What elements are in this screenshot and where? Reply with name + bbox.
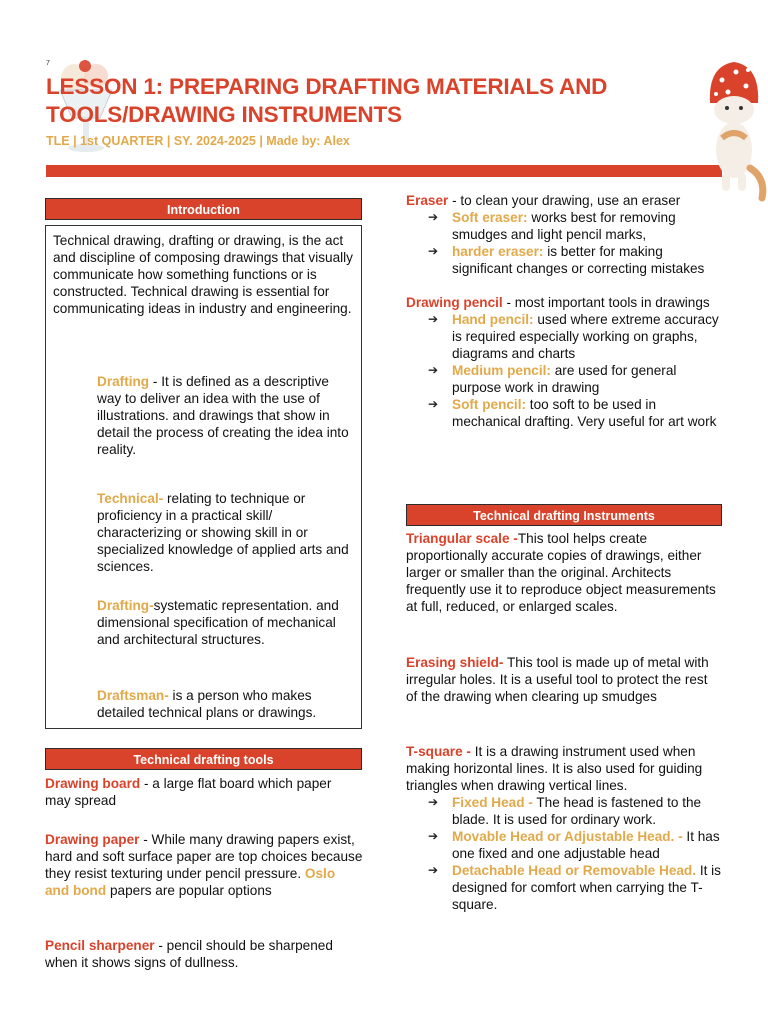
definition-term: Technical- (97, 491, 164, 506)
list-item (406, 243, 726, 277)
item-term: Medium pencil: (452, 363, 551, 378)
definition-term: Drafting (97, 374, 150, 389)
item-term: Detachable Head or Removable Head. (452, 863, 697, 878)
item-text: works best for removing smudges and light pencil marks, (452, 210, 676, 242)
definition-text: - It is defined as a descriptive way to deliver an idea with the use of illustrations. and drawings that show in detail the process of creating the idea into reality. (97, 374, 349, 457)
triangular-scale-entry (406, 530, 724, 615)
item-term: Soft pencil: (452, 397, 527, 412)
list-item (406, 828, 726, 862)
list-item (406, 311, 726, 362)
t-square-entry (406, 743, 726, 794)
definition-text: is a person who makes detailed technical plans or drawings. (97, 688, 317, 720)
title-line-2: TOOLS/DRAWING INSTRUMENTS (46, 102, 402, 127)
entry-text: This tool helps create proportionally accurate copies of drawings, either larger or smaller than the original. Architects frequently use it to reproduce object measurements at full, reduced, or enlarged scales. (406, 531, 716, 614)
arrow-icon: ➔ (428, 244, 439, 258)
title-line-1: LESSON 1: PREPARING DRAFTING MATERIALS AND (46, 74, 608, 99)
arrow-icon: ➔ (428, 312, 439, 326)
definition-drafting (97, 373, 352, 458)
entry-text: - pencil should be sharpened when it shows signs of dullness. (45, 938, 333, 970)
drawing-paper-entry (45, 831, 363, 899)
pencil-sharpener-entry (45, 937, 363, 971)
item-term: Movable Head or Adjustable Head. - (452, 829, 683, 844)
list-item (406, 862, 726, 913)
definition-term: Drafting- (97, 598, 154, 613)
strawberry-cat-sticker (700, 58, 768, 208)
technical-drafting-instruments-heading: Technical drafting Instruments (406, 504, 722, 526)
item-term: Hand pencil: (452, 312, 534, 327)
pencil-list (406, 311, 726, 430)
entry-text-secondary: papers are popular options (106, 883, 272, 898)
entry-term: Triangular scale - (406, 531, 518, 546)
entry-text: This tool is made up of metal with irregular holes. It is a useful tool to protect the rest of the drawing when clearing up smudges (406, 655, 709, 704)
item-text: It is designed for comfort when carrying the T-square. (452, 863, 721, 912)
drawing-board-entry (45, 775, 345, 809)
definition-text: relating to technique or proficiency in a practical skill/ characterizing or showing skill in or specialized knowledge of applied arts and sciences. (97, 491, 349, 574)
item-term: harder eraser: (452, 244, 544, 259)
entry-text: - most important tools in drawings (502, 295, 710, 310)
entry-text: - to clean your drawing, use an eraser (448, 193, 681, 208)
arrow-icon: ➔ (428, 210, 439, 224)
entry-term: T-square - (406, 744, 471, 759)
definition-drafting-2 (97, 597, 355, 648)
entry-term: Drawing pencil (406, 295, 503, 310)
list-item (406, 209, 726, 243)
list-item (406, 794, 726, 828)
arrow-icon: ➔ (428, 795, 439, 809)
page-subtitle: TLE | 1st QUARTER | SY. 2024-2025 | Made by: Alex (46, 134, 350, 148)
entry-text: - While many drawing papers exist, hard and soft surface paper are top choices because they resist texturing under pencil pressure. (45, 832, 363, 881)
item-text: are used for general purpose work in drawing (452, 363, 677, 395)
entry-term: Eraser (406, 193, 449, 208)
item-text: It has one fixed and one adjustable head (452, 829, 720, 861)
drawing-pencil-section (406, 294, 726, 430)
entry-term: Erasing shield- (406, 655, 504, 670)
item-term: Soft eraser: (452, 210, 528, 225)
eraser-list (406, 209, 726, 277)
entry-term-secondary: Oslo and bond (45, 866, 336, 898)
item-text: used where extreme accuracy is required especially working on graphs, diagrams and charts (452, 312, 719, 361)
definition-text: systematic representation. and dimensional specification of mechanical and architectural structures. (97, 598, 339, 647)
arrow-icon: ➔ (428, 363, 439, 377)
page-title (46, 73, 656, 129)
definition-term: Draftsman- (97, 688, 169, 703)
page-number: 7 (46, 60, 50, 67)
definition-technical (97, 490, 355, 575)
entry-text: It is a drawing instrument used when making horizontal lines. It is also used for guiding triangles when drawing vertical lines. (406, 744, 703, 793)
item-term: Fixed Head - (452, 795, 533, 810)
arrow-icon: ➔ (428, 397, 439, 411)
definition-draftsman (97, 687, 357, 721)
item-text: too soft to be used in mechanical drafting. Very useful for art work (452, 397, 717, 429)
eraser-entry (406, 192, 726, 209)
list-item (406, 396, 726, 430)
title-divider (46, 165, 722, 177)
drawing-pencil-entry (406, 294, 726, 311)
entry-term: Pencil sharpener (45, 938, 155, 953)
arrow-icon: ➔ (428, 829, 439, 843)
eraser-section (406, 192, 726, 277)
technical-drafting-tools-heading: Technical drafting tools (45, 748, 362, 770)
t-square-list (406, 794, 726, 913)
arrow-icon: ➔ (428, 863, 439, 877)
t-square-section (406, 743, 726, 913)
entry-text: - a large flat board which paper may spread (45, 776, 332, 808)
item-text: The head is fastened to the blade. It is used for ordinary work. (452, 795, 702, 827)
item-text: is better for making significant changes or correcting mistakes (452, 244, 705, 276)
entry-term: Drawing paper (45, 832, 140, 847)
erasing-shield-entry (406, 654, 722, 705)
introduction-heading: Introduction (45, 198, 362, 220)
introduction-paragraph: Technical drawing, drafting or drawing, is the act and discipline of composing drawings that visually communicate how something functions or is constructed. Technical drawing is essential for communicating ideas in industry and engineering. (53, 233, 353, 316)
list-item (406, 362, 726, 396)
entry-term: Drawing board (45, 776, 141, 791)
